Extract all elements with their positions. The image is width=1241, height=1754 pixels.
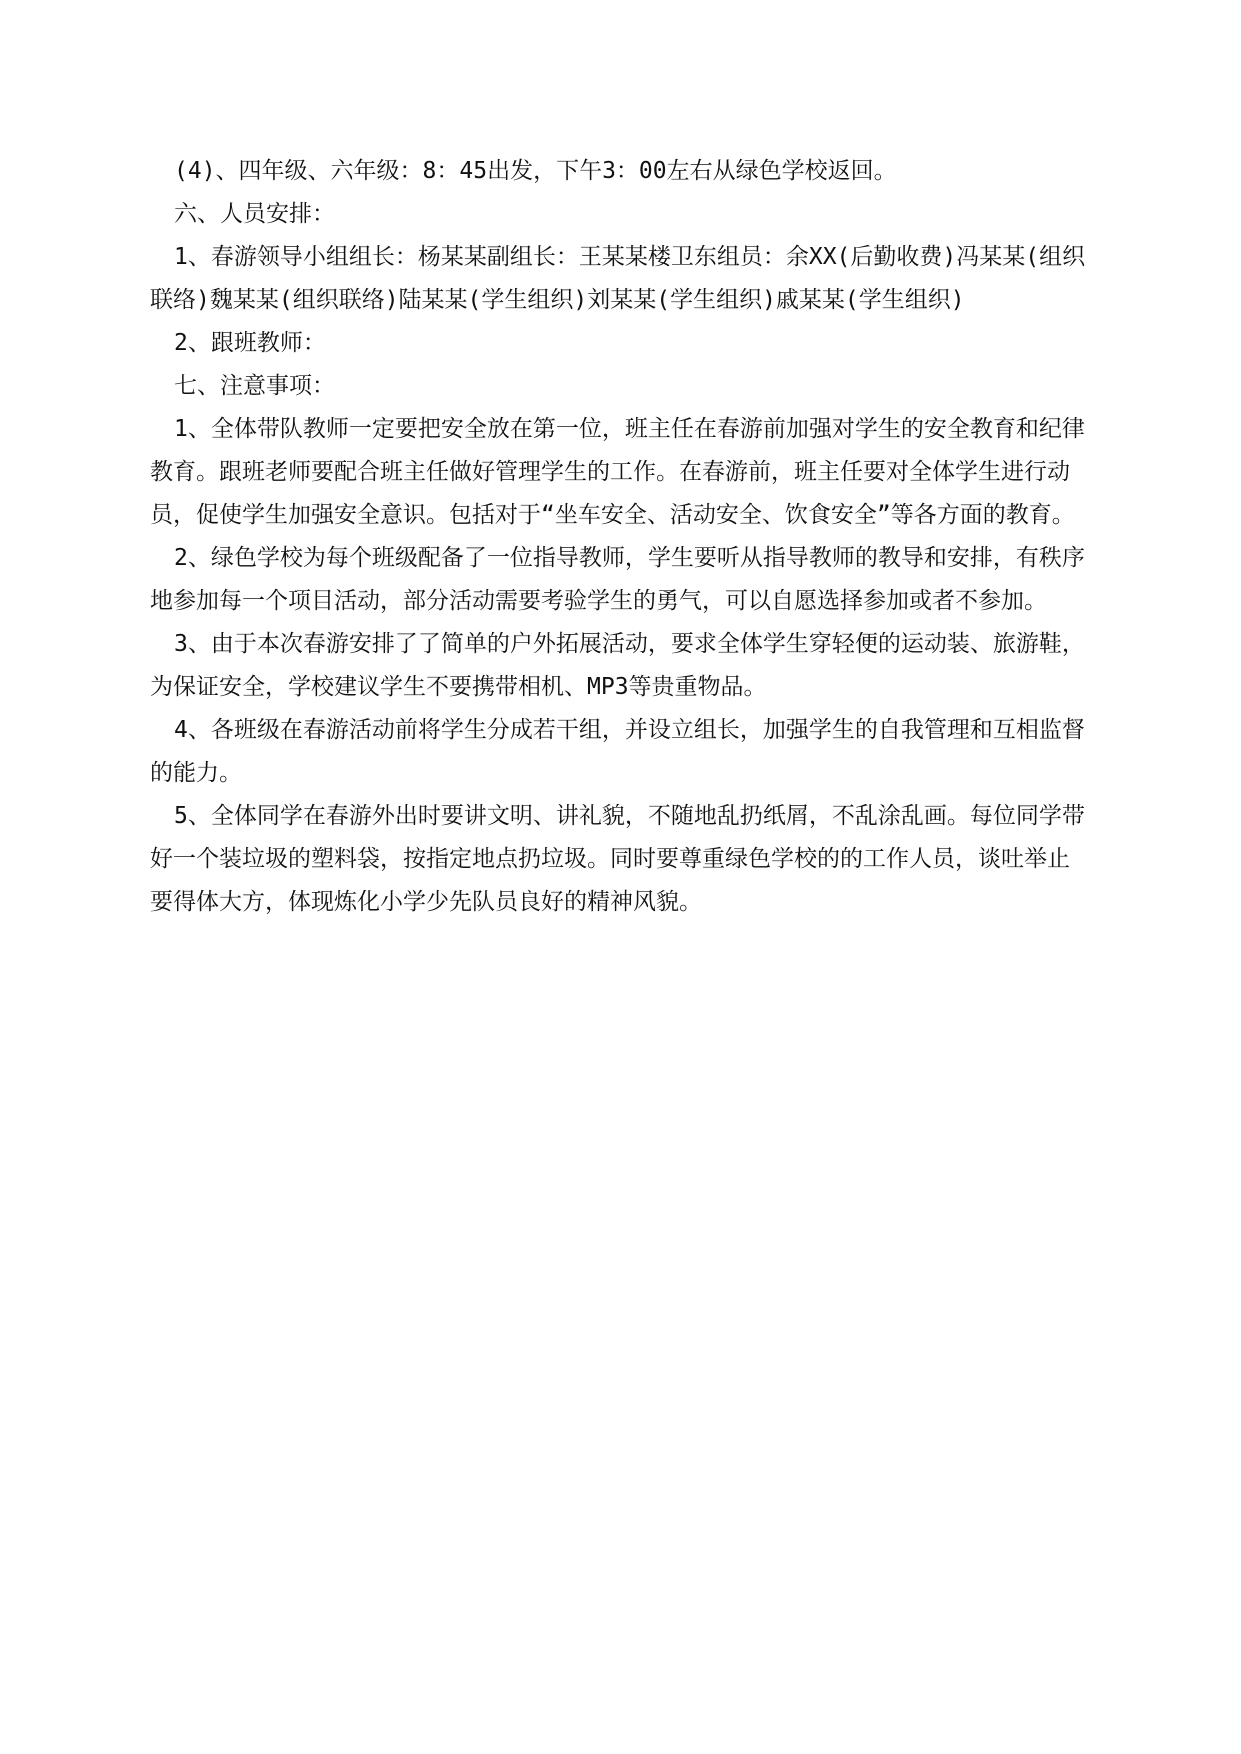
paragraph-precaution-2: 2、绿色学校为每个班级配备了一位指导教师，学生要听从指导教师的教导和安排，有秩序地参加每一个项目活动，部分活动需要考验学生的勇气，可以自愿选择参加或者不参加。: [150, 545, 1085, 614]
heading-precautions: 七、注意事项：: [174, 373, 335, 399]
paragraph-precaution-5: 5、全体同学在春游外出时要讲文明、讲礼貌，不随地乱扔纸屑，不乱涂乱画。每位同学带好一个装垃圾的塑料袋，按指定地点扔垃圾。同时要尊重绿色学校的的工作人员，谈吐举止要得体大方，体现炼化小学少先队员良好的精神风貌。: [150, 803, 1085, 915]
paragraph-departure-grade-4-6: (4)、四年级、六年级：8：45出发，下午3：00左右从绿色学校返回。: [174, 158, 897, 184]
document-body: [150, 150, 1090, 924]
paragraph-precaution-4: 4、各班级在春游活动前将学生分成若干组，并设立组长，加强学生的自我管理和互相监督的能力。: [150, 717, 1085, 786]
paragraph-precaution-1: 1、全体带队教师一定要把安全放在第一位，班主任在春游前加强对学生的安全教育和纪律教育。跟班老师要配合班主任做好管理学生的工作。在春游前，班主任要对全体学生进行动员，促使学生加强安全意识。包括对于“坐车安全、活动安全、饮食安全”等各方面的教育。: [150, 416, 1085, 528]
heading-staff-arrangement: 六、人员安排：: [174, 201, 335, 227]
paragraph-precaution-3: 3、由于本次春游安排了了简单的户外拓展活动，要求全体学生穿轻便的运动装、旅游鞋，为保证安全，学校建议学生不要携带相机、MP3等贵重物品。: [150, 631, 1085, 700]
paragraph-accompanying-teachers: 2、跟班教师：: [174, 330, 326, 356]
paragraph-leadership-group: 1、春游领导小组组长：杨某某副组长：王某某楼卫东组员：余XX(后勤收费)冯某某(组织联络)魏某某(组织联络)陆某某(学生组织)刘某某(学生组织)戚某某(学生组织): [150, 244, 1086, 313]
